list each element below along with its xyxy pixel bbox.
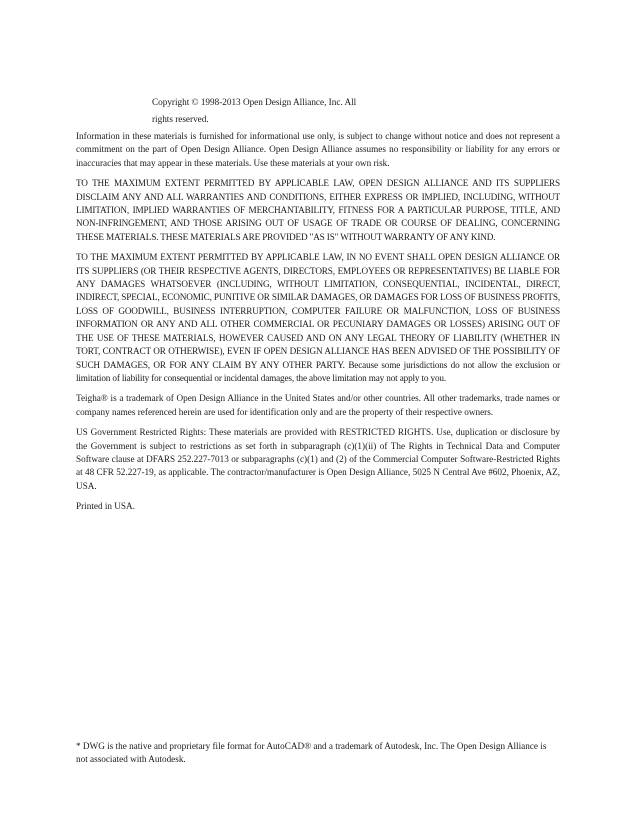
- dwg-footnote: * DWG is the native and proprietary file format for AutoCAD® and a trademark of Autodesk, Inc. The Open Design Alliance is not associated with Autodesk.: [76, 741, 547, 765]
- liability-limitation-paragraph: TO THE MAXIMUM EXTENT PERMITTED BY APPLICABLE LAW, IN NO EVENT SHALL OPEN DESIGN ALLIANCE OR ITS SUPPLIERS (OR THEIR RESPECTIVE AGENTS, DIRECTORS, EMPLOYEES OR REPRESENTATIVES) BE LIABLE FOR ANY DAMAGES WHATSOEVER (INCLUDING, WITHOUT LIMITATION, CONSEQUENTIAL, INCIDENTAL, DIRECT, INDIRECT, SPECIAL, ECONOMIC, PUNITIVE OR SIMILAR DAMAGES, OR DAMAGES FOR LOSS OF BUSINESS PROFITS, LOSS OF GOODWILL, BUSINESS INTERRUPTION, COMPUTER FAILURE OR MALFUNCTION, LOSS OF BUSINESS INFORMATION OR ANY AND ALL OTHER COMMERCIAL OR PECUNIARY DAMAGES OR LOSSES) ARISING OUT OF THE USE OF THESE MATERIALS, HOWEVER CAUSED AND ON ANY LEGAL THEORY OF LIABILITY (WHETHER IN TORT, CONTRACT OR OTHERWISE), EVEN IF OPEN DESIGN ALLIANCE HAS BEEN ADVISED OF THE POSSIBILITY OF SUCH DAMAGES, OR FOR ANY CLAIM BY ANY OTHER PARTY. Because some jurisdictions do not allow the exclusion or limitation of liability for consequential or incidental damages, the above limitation may not apply to you.: [76, 252, 560, 383]
- warranty-disclaimer-paragraph: TO THE MAXIMUM EXTENT PERMITTED BY APPLICABLE LAW, OPEN DESIGN ALLIANCE AND ITS SUPPLIERS DISCLAIM ANY AND ALL WARRANTIES AND CONDITIONS, EITHER EXPRESS OR IMPLIED, INCLUDING, WITHOUT LIMITATION, IMPLIED WARRANTIES OF MERCHANTABILITY, FITNESS FOR A PARTICULAR PURPOSE, TITLE, AND NON-INFRINGEMENT, AND THOSE ARISING OUT OF USAGE OF TRADE OR COURSE OF DEALING, CONCERNING THESE MATERIALS. THESE MATERIALS ARE PROVIDED "AS IS" WITHOUT WARRANTY OF ANY KIND.: [76, 178, 560, 242]
- legal-body: [76, 130, 560, 521]
- government-rights-paragraph: US Government Restricted Rights: These materials are provided with RESTRICTED RIGHTS. Use, duplication or disclosure by the Government is subject to restrictions as set forth in subparagraph (c)(1)(ii) of The Rights in Technical Data and Computer Software clause at DFARS 252.227-7013 or subparagraphs (c)(1) and (2) of the Commercial Computer Software-Restricted Rights at 48 CFR 52.227-19, as applicable. The contractor/manufacturer is Open Design Alliance, 5025 N Central Ave #602, Phoenix, AZ, USA.: [76, 427, 560, 491]
- trademark-paragraph: Teigha® is a trademark of Open Design Alliance in the United States and/or other countries. All other trademarks, trade names or company names referenced herein are used for identification only and are the property of their respective owners.: [76, 393, 560, 417]
- printed-in-paragraph: Printed in USA.: [76, 501, 135, 512]
- information-paragraph: Information in these materials is furnished for informational use only, is subject to change without notice and does not represent a commitment on the part of Open Design Alliance. Open Design Alliance assumes no responsibility or liability for any errors or inaccuracies that may appear in these materials. Use these materials at your own risk.: [76, 131, 560, 168]
- copyright-notice: [152, 94, 392, 128]
- copyright-rights-line: rights reserved.: [152, 114, 209, 124]
- copyright-line: Copyright © 1998-2013 Open Design Alliance, Inc. All: [152, 97, 357, 107]
